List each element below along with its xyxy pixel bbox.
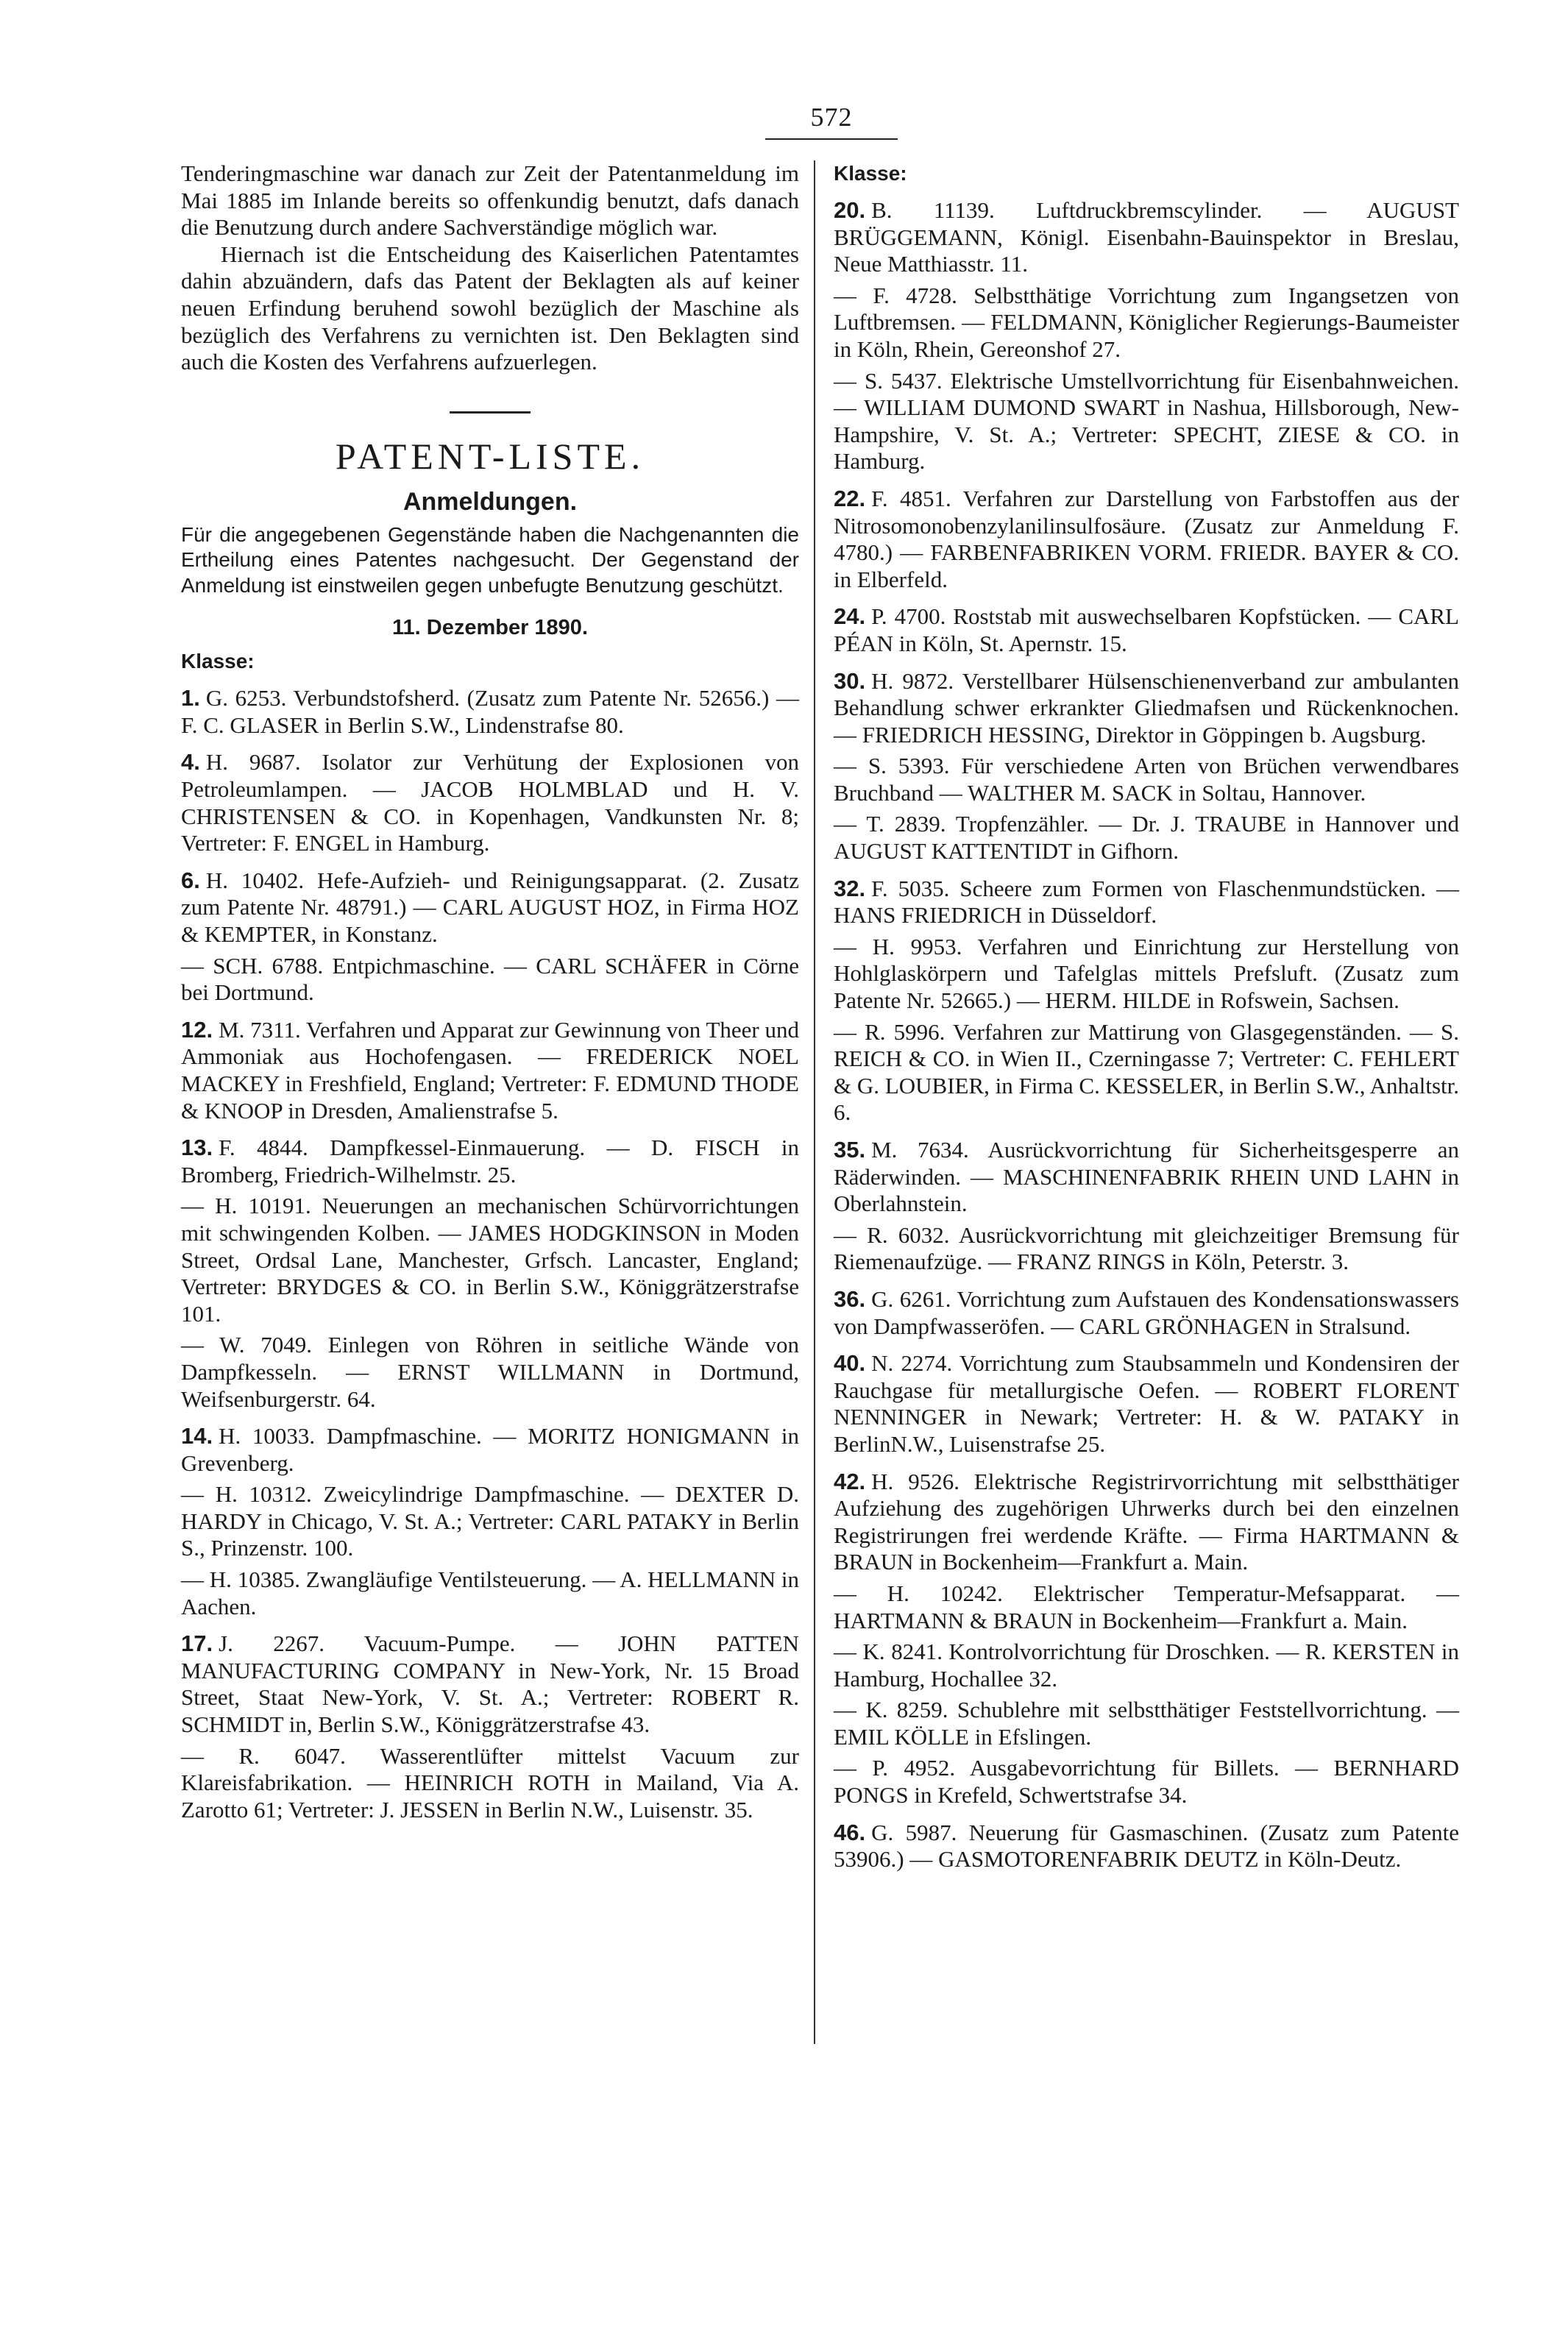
patent-entry: [181, 1481, 799, 1562]
patent-entry: [834, 197, 1459, 278]
entry-text: G. 5987. Neuerung für Gasmaschinen. (Zusatz zum Patente 53906.) — GASMOTORENFABRIK DEUTZ in Köln-Deutz.: [834, 1819, 1459, 1873]
right-column: [834, 160, 1459, 1873]
intro-paragraph-2: Hiernach ist die Entscheidung des Kaiserlichen Patentamtes dahin abzuändern, dafs das Patent der Beklagten als auf keiner neuen Erfindung beruhend sowohl bezüglich der Maschine als bezüglich des Verfahrens zu vernichten ist. Den Beklagten sind auch die Kosten des Verfahrens aufzuerlegen.: [181, 241, 799, 375]
entry-text: N. 2274. Vorrichtung zum Staubsammeln und Kondensiren der Rauchgase für metallurgische Oefen. — ROBERT FLORENT NENNINGER in Newark; Vertreter: H. & W. PATAKY in BerlinN.W., Luisenstrafse 25.: [834, 1350, 1459, 1457]
patent-entry: [834, 1286, 1459, 1340]
patent-entry: [181, 1630, 799, 1738]
entry-text: — T. 2839. Tropfenzähler. — Dr. J. TRAUBE in Hannover und AUGUST KATTENTIDT in Gifhorn.: [834, 811, 1459, 865]
klasse-number: 13.: [181, 1135, 213, 1161]
patent-entry: [834, 1137, 1459, 1218]
patent-entry: [834, 1580, 1459, 1634]
patent-entry: [834, 368, 1459, 475]
klasse-number: 12.: [181, 1016, 213, 1043]
klasse-number: 24.: [834, 603, 866, 630]
patent-entry: [834, 811, 1459, 865]
klasse-label-left: Klasse:: [181, 650, 255, 673]
patent-entry: [181, 1017, 799, 1124]
klasse-number: 20.: [834, 197, 866, 223]
patent-entry: [181, 1332, 799, 1413]
patent-entry: [181, 1743, 799, 1824]
left-column: [181, 160, 799, 1823]
patent-entry: [181, 1423, 799, 1477]
entry-text: — H. 10312. Zweicylindrige Dampfmaschine. — DEXTER D. HARDY in Chicago, V. St. A.; Vertreter: CARL PATAKY in Berlin S., Prinzenstr. 100.: [181, 1481, 799, 1561]
entry-text: G. 6253. Verbundstofsherd. (Zusatz zum Patente Nr. 52656.) — F. C. GLASER in Berlin S.W., Lindenstrafse 80.: [181, 685, 799, 738]
patent-entry: [834, 283, 1459, 363]
patent-entry: [181, 1193, 799, 1327]
patent-entry: [181, 867, 799, 948]
patent-entry: [181, 685, 799, 739]
entry-text: — H. 10385. Zwangläufige Ventilsteuerung. — A. HELLMANN in Aachen.: [181, 1566, 799, 1619]
section-title: PATENT-LISTE.: [335, 435, 645, 477]
klasse-number: 36.: [834, 1285, 866, 1312]
patent-entry: [834, 1697, 1459, 1750]
right-entry-list: [834, 197, 1459, 1873]
list-date: 11. Dezember 1890.: [391, 616, 588, 640]
entry-text: H. 9872. Verstellbarer Hülsenschienenverband zur ambulanten Behandlung schwer erkrankter Gliedmafsen und Rückenknochen. — FRIEDRICH HESSING, Direktor in Göppingen b. Augsburg.: [834, 667, 1459, 748]
patent-entry: [181, 953, 799, 1007]
patent-entry: [834, 1222, 1459, 1276]
patent-entry: [834, 1350, 1459, 1458]
entry-text: F. 4844. Dampfkessel-Einmauerung. — D. FISCH in Bromberg, Friedrich-Wilhelmstr. 25.: [181, 1135, 799, 1188]
entry-text: M. 7311. Verfahren und Apparat zur Gewinnung von Theer und Ammoniak aus Hochofengasen. — FREDERICK NOEL MACKEY in Freshfield, England; Vertreter: F. EDMUND THODE & KNOOP in Dresden, Amalienstrafse 5.: [181, 1016, 799, 1124]
klasse-label-right: Klasse:: [834, 162, 907, 185]
entry-text: — H. 10242. Elektrischer Temperatur-Mefsapparat. — HARTMANN & BRAUN in Bockenheim—Frankfurt a. Main.: [834, 1580, 1459, 1633]
entry-text: J. 2267. Vacuum-Pumpe. — JOHN PATTEN MANUFACTURING COMPANY in New-York, Nr. 15 Broad Street, Staat New-York, V. St. A.; Vertreter: ROBERT R. SCHMIDT in, Berlin S.W., Königgrätzerstrafse 43.: [181, 1630, 799, 1738]
patent-entry: [181, 1566, 799, 1620]
klasse-number: 42.: [834, 1468, 866, 1494]
klasse-number: 35.: [834, 1137, 866, 1163]
entry-text: B. 11139. Luftdruckbremscylinder. — AUGUST BRÜGGEMANN, Königl. Eisenbahn-Bauinspektor in Breslau, Neue Matthiasstr. 11.: [834, 197, 1459, 277]
patent-entry: [181, 749, 799, 856]
entry-text: — S. 5437. Elektrische Umstellvorrichtung für Eisenbahnweichen. — WILLIAM DUMOND SWART in Nashua, Hillsborough, New-Hampshire, V. St. A.; Vertreter: SPECHT, ZIESE & CO. in Hamburg.: [834, 367, 1459, 475]
patent-entry: [834, 1820, 1459, 1873]
entry-text: G. 6261. Vorrichtung zum Aufstauen des Kondensationswassers von Dampfwasseröfen. — CARL GRÖNHAGEN in Stralsund.: [834, 1285, 1459, 1339]
klasse-number: 40.: [834, 1350, 866, 1377]
page-number-rule: [765, 138, 898, 140]
entry-text: H. 10033. Dampfmaschine. — MORITZ HONIGMANN in Grevenberg.: [181, 1423, 799, 1476]
klasse-number: 32.: [834, 875, 866, 901]
klasse-number: 22.: [834, 485, 866, 511]
entry-text: — P. 4952. Ausgabevorrichtung für Billets. — BERNHARD PONGS in Krefeld, Schwertstrafse 34.: [834, 1755, 1459, 1809]
page-number: 572: [810, 102, 853, 132]
patent-entry: [834, 486, 1459, 593]
entry-text: — SCH. 6788. Entpichmaschine. — CARL SCHÄFER in Cörne bei Dortmund.: [181, 952, 799, 1006]
patent-entry: [834, 876, 1459, 929]
entry-text: — H. 10191. Neuerungen an mechanischen Schürvorrichtungen mit schwingenden Kolben. — JAMES HODGKINSON in Moden Street, Ordsal Lane, Manchester, Grfsch. Lancaster, England; Vertreter: BRYDGES & CO. in Berlin S.W., Königgrätzerstrafse 101.: [181, 1193, 799, 1327]
entry-text: F. 5035. Scheere zum Formen von Flaschenmundstücken. — HANS FRIEDRICH in Düsseldorf.: [834, 875, 1459, 929]
entry-text: F. 4851. Verfahren zur Darstellung von Farbstoffen aus der Nitrosomonobenzylanilinsulfosäure. (Zusatz zur Anmeldung F. 4780.) — FARBENFABRIKEN VORM. FRIEDR. BAYER & CO. in Elberfeld.: [834, 485, 1459, 592]
section-rule: [450, 411, 531, 414]
klasse-number: 14.: [181, 1423, 213, 1449]
patent-entry: [834, 1639, 1459, 1692]
patent-entry: [834, 753, 1459, 806]
entry-text: — H. 9953. Verfahren und Einrichtung zur Herstellung von Hohlglaskörpern und Tafelglas mittels Prefsluft. (Zusatz zum Patente Nr. 52665.) — HERM. HILDE in Rofswein, Sachsen.: [834, 933, 1459, 1014]
klasse-number: 4.: [181, 749, 200, 776]
entry-text: — K. 8241. Kontrolvorrichtung für Droschken. — R. KERSTEN in Hamburg, Hochallee 32.: [834, 1639, 1459, 1692]
notice-text: Für die angegebenen Gegenstände haben die Nachgenannten die Ertheilung eines Patentes nachgesucht. Der Gegenstand der Anmeldung ist einstweilen gegen unbefugte Benutzung geschützt.: [181, 522, 799, 597]
klasse-number: 17.: [181, 1630, 213, 1657]
left-entry-list: [181, 685, 799, 1823]
entry-text: — W. 7049. Einlegen von Röhren in seitliche Wände von Dampfkesseln. — ERNST WILLMANN in Dortmund, Weifsenburgerstr. 64.: [181, 1332, 799, 1412]
patent-entry: [834, 1019, 1459, 1126]
patent-entry: [834, 934, 1459, 1015]
entry-text: — K. 8259. Schublehre mit selbstthätiger Feststellvorrichtung. — EMIL KÖLLE in Efslingen.: [834, 1697, 1459, 1750]
entry-text: — R. 6047. Wasserentlüfter mittelst Vacuum zur Klareisfabrikation. — HEINRICH ROTH in Mailand, Via A. Zarotto 61; Vertreter: J. JESSEN in Berlin N.W., Luisenstr. 35.: [181, 1742, 799, 1823]
entry-text: — R. 5996. Verfahren zur Mattirung von Glasgegenständen. — S. REICH & CO. in Wien II., Czerningasse 7; Vertreter: C. FEHLERT & G. LOUBIER, in Firma C. KESSELER, in Berlin S.W., Anhaltstr. 6.: [834, 1018, 1459, 1126]
entry-text: H. 9687. Isolator zur Verhütung der Explosionen von Petroleumlampen. — JACOB HOLMBLAD und H. V. CHRISTENSEN & CO. in Kopenhagen, Vandkunsten Nr. 8; Vertreter: F. ENGEL in Hamburg.: [181, 749, 799, 856]
column-rule: [814, 160, 815, 2044]
subsection-title: Anmeldungen.: [402, 487, 578, 516]
patent-entry: [834, 1755, 1459, 1809]
klasse-number: 46.: [834, 1819, 866, 1845]
entry-text: P. 4700. Roststab mit auswechselbaren Kopfstücken. — CARL PÉAN in Köln, St. Apernstr. 15.: [834, 603, 1459, 656]
patent-entry: [834, 603, 1459, 657]
entry-text: — F. 4728. Selbstthätige Vorrichtung zum Ingangsetzen von Luftbremsen. — FELDMANN, Königlicher Regierungs-Baumeister in Köln, Rhein, Gereonshof 27.: [834, 282, 1459, 362]
entry-text: H. 10402. Hefe-Aufzieh- und Reinigungsapparat. (2. Zusatz zum Patente Nr. 48791.) — CARL AUGUST HOZ, in Firma HOZ & KEMPTER, in Konstanz.: [181, 867, 799, 947]
patent-entry: [834, 668, 1459, 749]
entry-text: H. 9526. Elektrische Registrirvorrichtung mit selbstthätiger Aufziehung des zugehörigen Uhrwerks durch bei den einzelnen Registrirungen frei werdende Kräfte. — Firma HARTMANN & BRAUN in Bockenheim—Frankfurt a. Main.: [834, 1468, 1459, 1575]
intro-paragraph-1: Tenderingmaschine war danach zur Zeit der Patentanmeldung im Mai 1885 im Inlande bereits so offenkundig benutzt, dafs danach die Benutzung durch andere Sachverständige möglich war.: [181, 160, 799, 241]
entry-text: — S. 5393. Für verschiedene Arten von Brüchen verwendbares Bruchband — WALTHER M. SACK in Soltau, Hannover.: [834, 753, 1459, 806]
klasse-number: 6.: [181, 867, 200, 893]
klasse-number: 30.: [834, 667, 866, 694]
klasse-number: 1.: [181, 685, 200, 711]
entry-text: M. 7634. Ausrückvorrichtung für Sicherheitsgesperre an Räderwinden. — MASCHINENFABRIK RHEIN UND LAHN in Oberlahnstein.: [834, 1137, 1459, 1217]
entry-text: — R. 6032. Ausrückvorrichtung mit gleichzeitiger Bremsung für Riemenaufzüge. — FRANZ RINGS in Köln, Peterstr. 3.: [834, 1221, 1459, 1275]
patent-entry: [834, 1469, 1459, 1576]
patent-entry: [181, 1135, 799, 1188]
